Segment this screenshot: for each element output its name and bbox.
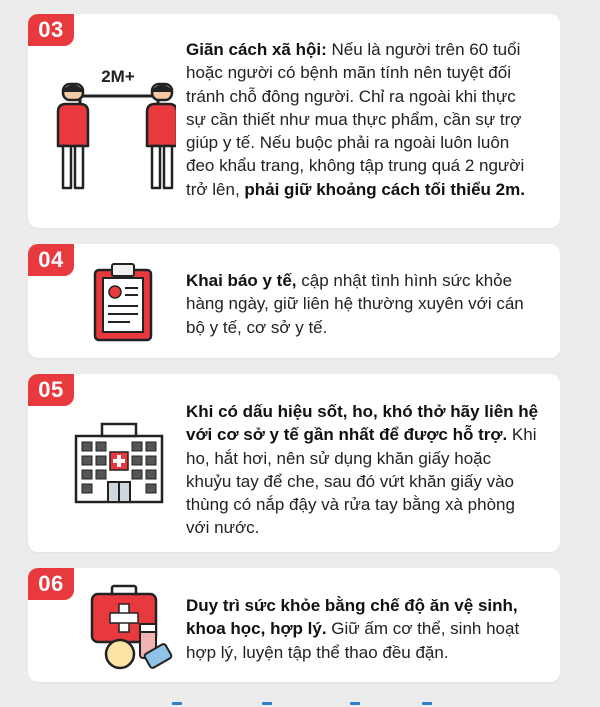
hospital-building-icon [72, 422, 166, 504]
card-text-bold: Giãn cách xã hội: [186, 40, 327, 59]
card-06 [28, 568, 560, 682]
card-number-badge: 04 [28, 244, 74, 276]
card-number-badge: 06 [28, 568, 74, 600]
card-text-body: Giữ ấm cơ thể, sinh hoạt hợp lý, luyện tập thể thao đều đặn. [186, 619, 520, 662]
card-text [186, 38, 540, 201]
card-04 [28, 244, 560, 358]
card-number-badge: 05 [28, 374, 74, 406]
card-text [186, 400, 540, 540]
card-text-bold: Duy trì sức khỏe bằng chế độ ăn vệ sinh, khoa học, hợp lý. [186, 596, 518, 639]
card-text [186, 594, 540, 664]
medical-clipboard-icon [92, 262, 154, 342]
card-text-body: Nếu là người trên 60 tuổi hoặc người có bệnh mãn tính nên tuyệt đối tránh chỗ đông người. Chỉ ra ngoài khi thực sự cần thiết như mua thực phẩm, cần sự trợ giúp y tế. Nếu buộc phải ra ngoài luôn luôn đeo khẩu trang, không tập trung quá 2 người trở lên, [186, 40, 525, 199]
card-text-bold-end: phải giữ khoảng cách tối thiểu 2m. [244, 179, 525, 199]
card-text-body: cập nhật tình hình sức khỏe hàng ngày, giữ liên hệ thường xuyên với cán bộ y tế, cơ sở y tế. [186, 271, 524, 337]
card-text-bold: Khi có dấu hiệu sốt, ho, khó thở hãy liên hệ với cơ sở y tế gần nhất để được hỗ trợ. [186, 402, 539, 445]
card-number-badge: 03 [28, 14, 74, 46]
social-distancing-icon [56, 54, 176, 194]
clipped-heading-fragment [0, 696, 600, 707]
card-03 [28, 14, 560, 228]
first-aid-kit-icon [86, 582, 174, 672]
card-text-body: Khi ho, hắt hơi, nên sử dụng khăn giấy hoặc khuỷu tay để che, sau đó vứt khăn giấy vào thùng có nắp đậy và rửa tay bằng xà phòng với nước. [186, 425, 537, 538]
card-text-bold: Khai báo y tế, [186, 271, 297, 290]
card-05 [28, 374, 560, 552]
distance-label: 2M+ [101, 67, 135, 86]
card-text [186, 269, 540, 339]
